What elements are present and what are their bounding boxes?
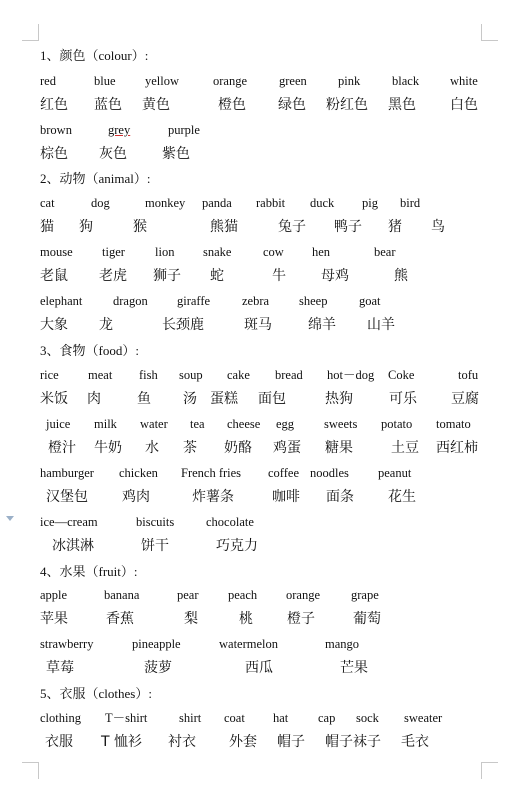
english-word: grey	[108, 123, 131, 137]
chinese-word: 衬衣	[168, 734, 196, 750]
english-word: sweater	[404, 711, 443, 725]
chinese-word: 外套	[229, 734, 257, 750]
english-word: giraffe	[177, 294, 211, 308]
chinese-word: 红色	[40, 97, 68, 113]
chinese-word: 绵羊	[308, 317, 336, 333]
english-word: pig	[362, 196, 378, 210]
english-word: coat	[224, 711, 245, 725]
chinese-word: 饼干	[141, 538, 169, 554]
chinese-word-row	[40, 216, 490, 238]
english-word-row	[40, 707, 490, 729]
chinese-word: 牛	[272, 268, 286, 284]
english-word-row	[40, 633, 490, 655]
english-word: hat	[273, 711, 289, 725]
chinese-word: 汉堡包	[46, 489, 88, 505]
english-word: monkey	[145, 196, 186, 210]
english-word: fish	[139, 368, 158, 382]
english-word: chicken	[119, 466, 158, 480]
english-word: grape	[351, 588, 379, 602]
english-word: watermelon	[219, 637, 279, 651]
chinese-word: 紫色	[162, 146, 190, 162]
english-word: mouse	[40, 245, 73, 259]
chinese-word: 面条	[326, 489, 354, 505]
corner-mark-bottom-left	[22, 762, 39, 779]
chinese-word: 猴	[133, 219, 147, 235]
english-word: dragon	[113, 294, 148, 308]
chinese-word-row	[40, 437, 490, 459]
section-heading: 3、食物（food）:	[40, 343, 139, 358]
chinese-word-row	[40, 486, 490, 508]
english-word: lion	[155, 245, 175, 259]
english-word-row	[40, 584, 490, 606]
english-word: white	[450, 74, 478, 88]
english-word: juice	[46, 417, 71, 431]
corner-mark-bottom-right	[481, 762, 498, 779]
english-word: water	[140, 417, 168, 431]
chinese-word-row	[40, 265, 490, 287]
chinese-word: 热狗	[325, 391, 353, 407]
chinese-word: T 恤衫	[101, 734, 143, 750]
english-word-row	[40, 119, 490, 141]
chinese-word: 巧克力	[216, 538, 258, 554]
chinese-word: 狗	[79, 219, 93, 235]
chinese-word: 米饭	[40, 391, 68, 407]
english-word: blue	[94, 74, 116, 88]
chinese-word: 梨	[184, 611, 198, 627]
english-word-row	[40, 241, 490, 263]
chinese-word: 灰色	[99, 146, 127, 162]
chinese-word: 老鼠	[40, 268, 68, 284]
english-word: duck	[310, 196, 335, 210]
english-word: meat	[88, 368, 113, 382]
chinese-word-row	[40, 608, 490, 630]
chinese-word: 狮子	[153, 268, 181, 284]
chinese-word: 葡萄	[353, 611, 381, 627]
english-word: red	[40, 74, 56, 88]
english-word: egg	[276, 417, 295, 431]
chinese-word: 兔子	[278, 219, 306, 235]
english-word-row	[40, 413, 490, 435]
chinese-word-row	[40, 388, 490, 410]
chinese-word: 黑色	[388, 97, 416, 113]
english-word: peach	[228, 588, 258, 602]
chinese-word: 西瓜	[245, 660, 273, 676]
english-word: coffee	[268, 466, 299, 480]
chinese-word: 母鸡	[321, 268, 349, 284]
english-word: tofu	[458, 368, 479, 382]
english-word: yellow	[145, 74, 180, 88]
english-word: cow	[263, 245, 284, 259]
english-word: elephant	[40, 294, 83, 308]
english-word: biscuits	[136, 515, 175, 529]
english-word-row	[40, 192, 490, 214]
english-word-row	[40, 290, 490, 312]
chinese-word: 黄色	[142, 97, 170, 113]
chinese-word: 面包	[258, 391, 286, 407]
english-word-row	[40, 364, 490, 386]
english-word: hamburger	[40, 466, 94, 480]
english-word: dog	[91, 196, 110, 210]
chinese-word: 冰淇淋	[52, 538, 94, 554]
english-word: peanut	[378, 466, 412, 480]
chinese-word: 棕色	[40, 146, 68, 162]
chinese-word-row	[40, 143, 490, 165]
chinese-word: 牛奶	[94, 440, 122, 456]
chinese-word: 糖果	[325, 440, 353, 456]
chinese-word: 橙子	[287, 611, 315, 627]
english-word: tea	[190, 417, 205, 431]
english-word: potato	[381, 417, 413, 431]
english-word: cake	[227, 368, 250, 382]
chinese-word: 橙汁	[48, 440, 76, 456]
chinese-word: 豆腐	[451, 391, 479, 407]
english-word: pink	[338, 74, 361, 88]
chinese-word: 炸薯条	[192, 489, 234, 505]
chinese-word: 粉红色	[326, 97, 368, 113]
english-word-row	[40, 70, 490, 92]
english-word-row	[40, 462, 490, 484]
section-heading: 2、动物（animal）:	[40, 171, 151, 186]
english-word: mango	[325, 637, 360, 651]
chinese-word: 苹果	[40, 611, 68, 627]
section-heading: 5、衣服（clothes）:	[40, 686, 152, 701]
chinese-word: 花生	[388, 489, 416, 505]
chinese-word: 西红柿	[436, 440, 478, 456]
corner-mark-top-left	[22, 24, 39, 41]
english-word: pineapple	[132, 637, 181, 651]
english-word: bear	[374, 245, 396, 259]
english-word: apple	[40, 588, 68, 602]
english-word: bread	[275, 368, 303, 382]
chinese-word-row	[40, 314, 490, 336]
english-word: zebra	[242, 294, 270, 308]
chinese-word: 猪	[388, 219, 402, 235]
english-word: pear	[177, 588, 199, 602]
english-word: sheep	[299, 294, 328, 308]
chinese-word: 长颈鹿	[162, 317, 204, 333]
chinese-word: 绿色	[278, 97, 306, 113]
english-word: Coke	[388, 368, 415, 382]
english-word: strawberry	[40, 637, 94, 651]
english-word: ice—cream	[40, 515, 98, 529]
english-word: rabbit	[256, 196, 286, 210]
corner-mark-top-right	[481, 24, 498, 41]
chinese-word: 山羊	[367, 317, 395, 333]
chinese-word: 咖啡	[272, 489, 300, 505]
chinese-word: 帽子	[277, 734, 305, 750]
english-word: milk	[94, 417, 117, 431]
chinese-word-row	[40, 535, 490, 557]
chinese-word: 茶	[183, 440, 197, 456]
english-word: goat	[359, 294, 381, 308]
english-word: bird	[400, 196, 421, 210]
english-word: cheese	[227, 417, 261, 431]
english-word: chocolate	[206, 515, 254, 529]
chinese-word: 水	[145, 440, 159, 456]
english-word: banana	[104, 588, 140, 602]
chinese-word: 鸭子	[334, 219, 362, 235]
english-word: snake	[203, 245, 232, 259]
english-word: noodles	[310, 466, 349, 480]
chinese-word: 土豆	[391, 440, 419, 456]
english-word: tomato	[436, 417, 471, 431]
english-word: black	[392, 74, 420, 88]
chinese-word: 蛇	[210, 268, 224, 284]
chinese-word: 鸡蛋	[273, 440, 301, 456]
chinese-word-row	[40, 731, 490, 753]
chinese-word: 猫	[40, 219, 54, 235]
chinese-word-row	[40, 657, 490, 679]
chinese-word: 大象	[40, 317, 68, 333]
chinese-word: 鱼	[137, 391, 151, 407]
chinese-word: 草莓	[46, 660, 74, 676]
chinese-word: 老虎	[99, 268, 127, 284]
english-word: orange	[213, 74, 248, 88]
chinese-word: 鸡肉	[122, 489, 150, 505]
english-word: orange	[286, 588, 321, 602]
english-word: brown	[40, 123, 72, 137]
english-word-row	[40, 511, 490, 533]
chinese-word: 蛋糕	[210, 391, 238, 407]
english-word: hen	[312, 245, 331, 259]
english-word: panda	[202, 196, 232, 210]
chinese-word: 可乐	[389, 391, 417, 407]
english-word: cat	[40, 196, 55, 210]
chinese-word: 菠萝	[144, 660, 172, 676]
chinese-word-row	[40, 94, 490, 116]
english-word: hot－dog	[327, 368, 375, 382]
chinese-word: 毛衣	[401, 734, 429, 750]
english-word: French fries	[181, 466, 242, 480]
chinese-word: 衣服	[45, 734, 73, 750]
english-word: tiger	[102, 245, 125, 259]
chinese-word: 奶酪	[224, 440, 252, 456]
section-heading: 1、颜色（colour）:	[40, 48, 149, 63]
english-word: sweets	[324, 417, 358, 431]
chinese-word: 鸟	[431, 219, 445, 235]
chinese-word: 橙色	[218, 97, 246, 113]
english-word: shirt	[179, 711, 202, 725]
chinese-word: 桃	[239, 611, 253, 627]
chinese-word: 斑马	[244, 317, 272, 333]
section-heading: 4、水果（fruit）:	[40, 564, 138, 579]
english-word: purple	[168, 123, 200, 137]
chinese-word: 蓝色	[94, 97, 122, 113]
english-word: T－shirt	[105, 711, 148, 725]
english-word: clothing	[40, 711, 81, 725]
chinese-word: 龙	[99, 317, 113, 333]
collapse-arrow-icon[interactable]	[6, 516, 14, 521]
chinese-word: 肉	[87, 391, 101, 407]
english-word: green	[279, 74, 307, 88]
chinese-word: 香蕉	[106, 611, 134, 627]
chinese-word: 帽子袜子	[325, 734, 381, 750]
english-word: sock	[356, 711, 379, 725]
chinese-word: 芒果	[340, 660, 368, 676]
chinese-word: 熊	[394, 268, 408, 284]
chinese-word: 汤	[183, 391, 197, 407]
english-word: soup	[179, 368, 203, 382]
english-word: rice	[40, 368, 59, 382]
chinese-word: 熊猫	[210, 219, 238, 235]
chinese-word: 白色	[450, 97, 478, 113]
english-word: cap	[318, 711, 336, 725]
